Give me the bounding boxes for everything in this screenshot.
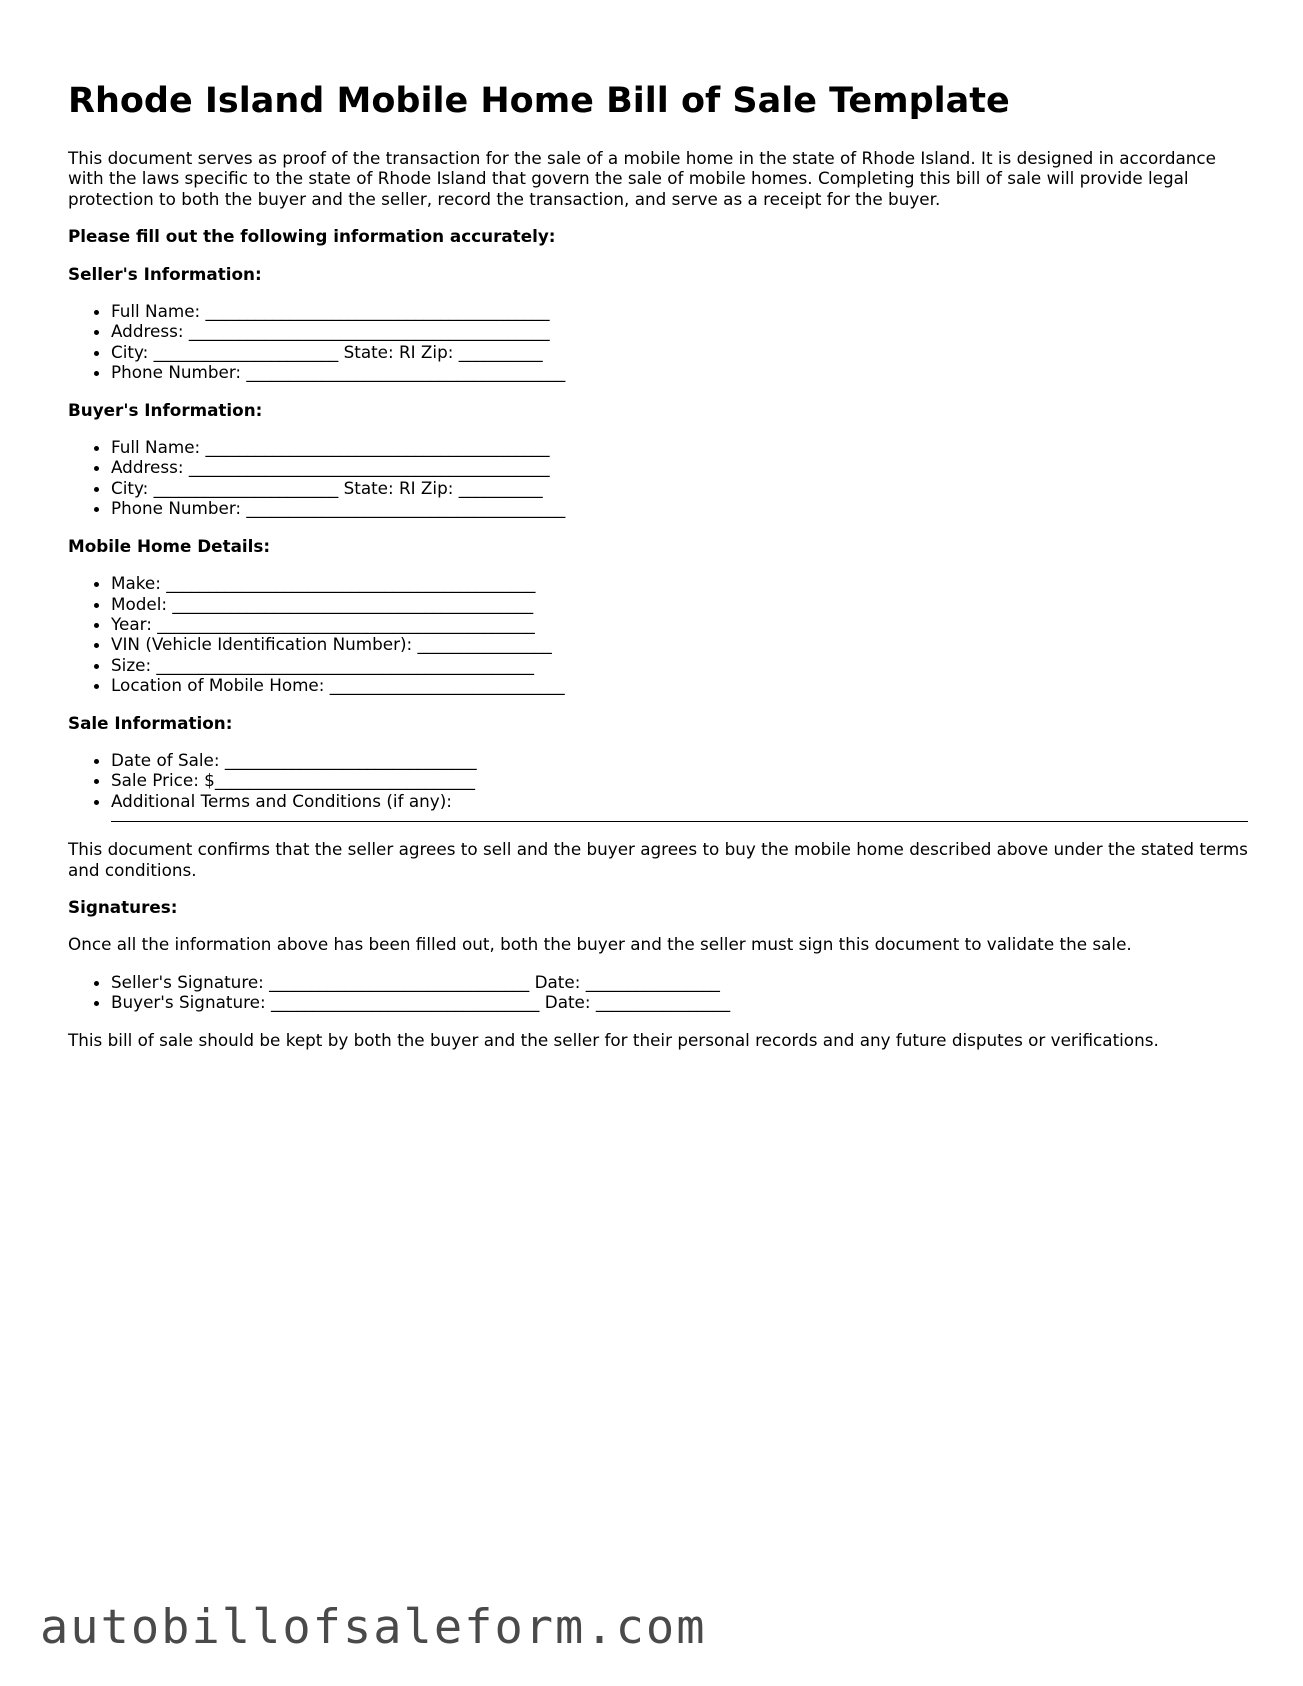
instruction-heading: Please fill out the following information accurately: [68,226,556,247]
additional-terms-field[interactable] [111,791,1248,822]
year-field[interactable]: • Year: _____________________________________________ [111,614,1248,634]
buyer-city-state-zip-field[interactable]: • City: ______________________ State: RI Zip: __________ [111,478,1248,498]
signatures-heading: Signatures: [68,896,178,917]
vin-field[interactable]: • VIN (Vehicle Identification Number): ________________ [111,634,1248,654]
signature-fields [68,972,1248,1013]
watermark: autobillofsaleform.com [40,1600,707,1655]
seller-city-state-zip-field[interactable]: • City: ______________________ State: RI Zip: __________ [111,342,1248,362]
mobile-home-fields [68,573,1248,695]
buyer-heading: Buyer's Information: [68,399,263,420]
intro-paragraph: This document serves as proof of the transaction for the sale of a mobile home in the state of Rhode Island. It is designed in accordance with the laws specific to the state of Rhode Island that govern the sale of mobile homes. Completing this bill of sale will provide legal protection to both the buyer and the seller, record the transaction, and serve as a receipt for the buyer. [68,148,1216,209]
seller-phone-field[interactable]: • Phone Number: ______________________________________ [111,362,1248,382]
date-of-sale-field[interactable]: • Date of Sale: ______________________________ [111,750,1248,770]
additional-terms-line[interactable] [111,811,1248,822]
sale-fields [68,750,1248,822]
signatures-instruction: Once all the information above has been filled out, both the buyer and the seller must sign this document to validate the sale. [68,934,1132,955]
buyer-full-name-field[interactable]: • Full Name: _________________________________________ [111,437,1248,457]
buyer-fields [68,437,1248,519]
confirmation-paragraph: This document confirms that the seller agrees to sell and the buyer agrees to buy the mobile home described above under the stated terms and conditions. [68,839,1248,880]
seller-heading: Seller's Information: [68,263,262,284]
document-body [68,78,1248,1067]
sale-price-field[interactable]: • Sale Price: $_______________________________ [111,770,1248,790]
seller-address-field[interactable]: • Address: ___________________________________________ [111,321,1248,341]
buyer-address-field[interactable]: • Address: ___________________________________________ [111,457,1248,477]
buyer-signature-field[interactable]: • Buyer's Signature: ________________________________ Date: ________________ [111,992,1248,1012]
buyer-phone-field[interactable]: • Phone Number: ______________________________________ [111,498,1248,518]
size-field[interactable]: • Size: _____________________________________________ [111,655,1248,675]
closing-paragraph: This bill of sale should be kept by both the buyer and the seller for their personal records and any future disputes or verifications. [68,1029,1159,1050]
model-field[interactable]: • Model: ___________________________________________ [111,594,1248,614]
make-field[interactable]: • Make: ____________________________________________ [111,573,1248,593]
seller-signature-field[interactable]: • Seller's Signature: _______________________________ Date: ________________ [111,972,1248,992]
seller-fields [68,301,1248,383]
seller-full-name-field[interactable]: • Full Name: _________________________________________ [111,301,1248,321]
sale-heading: Sale Information: [68,712,233,733]
location-field[interactable]: • Location of Mobile Home: ____________________________ [111,675,1248,695]
mobile-home-heading: Mobile Home Details: [68,535,271,556]
additional-terms-label: Additional Terms and Conditions (if any): [111,790,452,811]
document-title: Rhode Island Mobile Home Bill of Sale Template [68,81,1010,121]
